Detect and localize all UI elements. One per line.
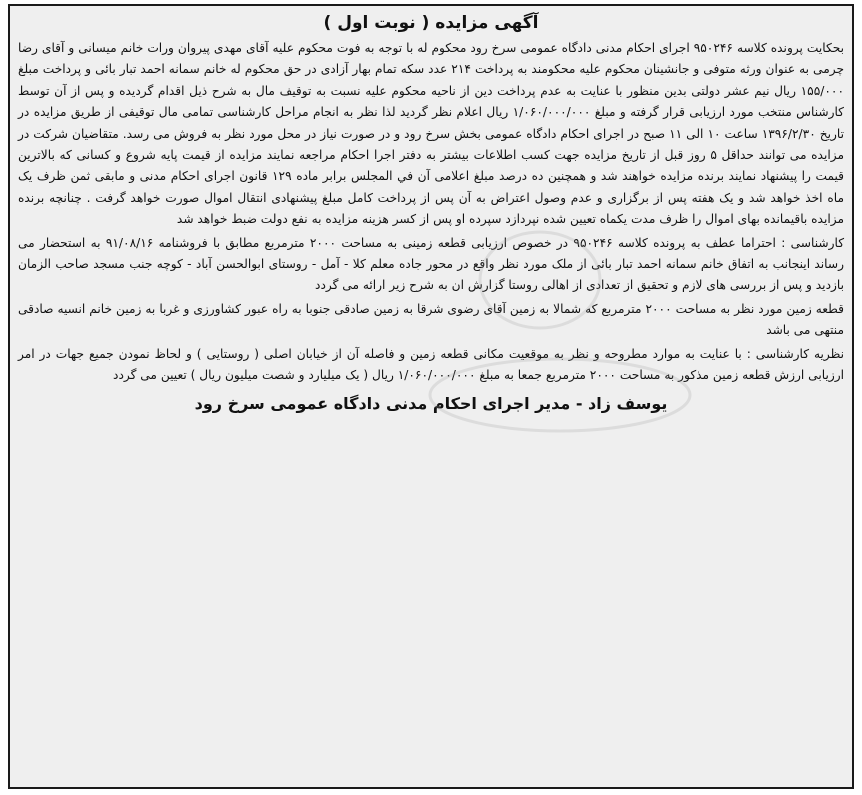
notice-frame	[8, 4, 854, 789]
signature-line: یوسف زاد - مدیر اجرای احکام مدنی دادگاه عمومی سرخ رود	[194, 393, 668, 413]
notice-title: آگهی مزایده ( نوبت اول )	[323, 13, 539, 33]
auction-paragraph: بحکایت پرونده کلاسه ۹۵۰۲۴۶ اجرای احکام مدنی دادگاه عمومی سرخ رود محکوم له با توجه به فوت محکوم علیه آقای مهدی پیروان ورات خانم میسانی و آقای رضا چرمی به عنوان ورثه متوفی و جانشینان محکوم علیه محکومند به پرداخت ۲۱۴ عدد سکه تمام بهار آزادی در حق محکوم له خانم سمانه احمد تبار بائی و پرداخت مبلغ ۱۵۵/۰۰۰ ریال نیم عشر دولتی بدین منظور با عنایت به عدم پرداخت دین از ناحیه محکوم علیه نسبت به توقیف مال به شرح ذیل اقدام گردیده و پس از آن توسط کارشناس منتخب مورد ارزیابی قرار گرفته و مبلغ ۱/۰۶۰/۰۰۰/۰۰۰ ریال اعلام نظر گردید لذا نظر به انجام مراحل کارشناسی تمامی مال توقیفی از طریق مزایده در تاریخ ۱۳۹۶/۲/۳۰ ساعت ۱۰ الی ۱۱ صبح در اجرای احکام دادگاه عمومی بخش سرخ رود و در صورت نیاز در محل مورد نظر به فروش می رسد. متقاضیان شرکت در مزایده می توانند حداقل ۵ روز قبل از تاریخ مزایده جهت کسب اطلاعات بیشتر به دفتر اجرا احکام مراجعه نمایند مزایده از قیمت پایه شروع و کسانی که بالاترین قیمت را پیشنهاد نمایند برنده مزایده خواهند شد و همچنین ده درصد مبلغ اعلامی آن في المجلس برابر ماده ۱۲۹ قانون اجرای احکام مدنی و مابقی ثمن ظرف یک ماه اخذ خواهد شد و یک هفته پس از برگزاری و عدم وصول اعتراض به آن پس از پرداخت کامل مبلغ پیشنهادی انتقال اموال صورت خواهد گرفت . چنانچه برنده مزایده باقیمانده بهای اموال را ظرف مدت یکماه تعیین شده نپردازد سپرده او پس از کسر هزینه مزایده به نفع دولت ضبط خواهد شد	[18, 41, 844, 227]
expert-opinion-paragraph: نظریه کارشناسی : با عنایت به موارد مطروحه و نظر به موقعیت مکانی قطعه زمین و فاصله آن از خیابان اصلی ( روستایی ) و لحاظ نمودن جمیع جهات در امر ارزیابی ارزش قطعه زمین مذکور به مساحت ۲۰۰۰ مترمربع جمعا به مبلغ ۱/۰۶۰/۰۰۰/۰۰۰ ریال ( یک میلیارد و شصت میلیون ریال ) تعیین می گردد	[18, 346, 844, 383]
notice-content	[16, 10, 846, 783]
land-description-paragraph: قطعه زمین مورد نظر به مساحت ۲۰۰۰ مترمربع که شمالا به زمین آقای رضوی شرقا به زمین صادقی جنوبا به راه عبور کشاورزی و غربا به زمین خانم انسیه صادقی منتهی می باشد	[18, 301, 844, 338]
appraisal-paragraph: کارشناسی : احتراما عطف به پرونده کلاسه ۹۵۰۲۴۶ در خصوص ارزیابی قطعه زمینی به مساحت ۲۰۰۰ مترمربع مطابق با فروشنامه ۹۱/۰۸/۱۶ به استحضار می رساند اینجانب به اتفاق خانم سمانه احمد تبار بائی از ملک مورد نظر واقع در محور جاده معلم کلا - آمل - روستای ابوالحسن آباد - کوچه جنب مسجد صاحب الزمان بازدید و پس از بررسی های لازم و تحقیق از تعدادی از اهالی روستا گزارش ان به شرح زیر ارائه می گردد	[18, 235, 845, 293]
